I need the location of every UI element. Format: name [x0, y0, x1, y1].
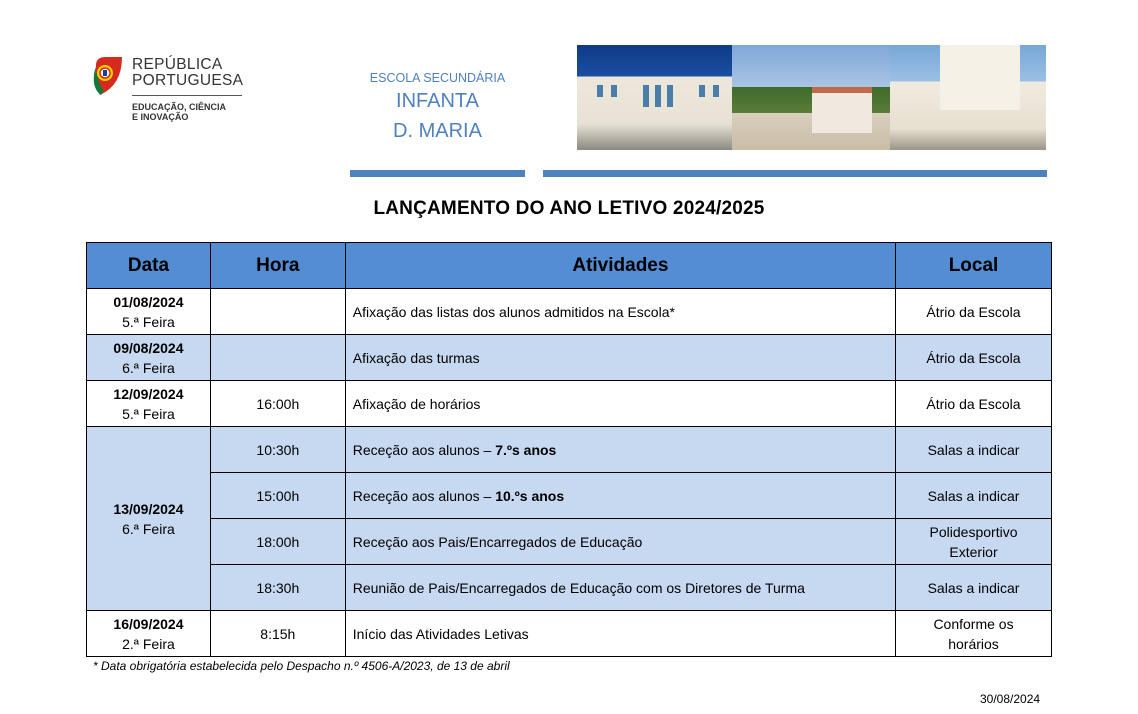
ministry-name	[132, 102, 226, 122]
local-cell: Átrio da Escola	[896, 335, 1052, 381]
table-row	[87, 335, 1052, 381]
schedule-table	[86, 242, 1052, 657]
column-header-atividades: Atividades	[345, 243, 895, 289]
republica-portuguesa-logo	[92, 55, 252, 135]
date-cell	[87, 381, 211, 427]
activity-cell: Receção aos Pais/Encarregados de Educação	[345, 519, 895, 565]
local-cell: Átrio da Escola	[896, 289, 1052, 335]
local-cell: Conforme os horários	[896, 611, 1052, 657]
header-accent-bar-right	[543, 170, 1047, 177]
local-cell: Polidesportivo Exterior	[896, 519, 1052, 565]
school-name	[350, 70, 525, 146]
date-value: 12/09/2024	[113, 385, 184, 402]
activity-cell: Afixação das turmas	[345, 335, 895, 381]
activity-cell	[345, 473, 895, 519]
table-row	[87, 519, 1052, 565]
school-type: ESCOLA SECUNDÁRIA	[369, 71, 506, 85]
weekday-value: 6.ª Feira	[122, 520, 175, 537]
table-row	[87, 427, 1052, 473]
date-value: 16/09/2024	[113, 615, 184, 632]
time-cell: 15:00h	[210, 473, 345, 519]
time-cell: 18:00h	[210, 519, 345, 565]
time-cell: 8:15h	[210, 611, 345, 657]
document-date: 30/08/2024	[980, 692, 1041, 706]
date-cell	[87, 289, 211, 335]
school-courtyard-photo	[732, 45, 890, 150]
date-cell	[87, 335, 211, 381]
column-header-local: Local	[896, 243, 1052, 289]
activity-text: Receção aos alunos –	[352, 487, 496, 504]
activity-bold-text: 7.ºs anos	[495, 441, 557, 458]
time-cell	[210, 335, 345, 381]
time-cell: 18:30h	[210, 565, 345, 611]
activity-cell: Afixação de horários	[345, 381, 895, 427]
logo-line-2: PORTUGUESA	[132, 72, 244, 89]
activity-cell: Afixação das listas dos alunos admitidos na Escola*	[345, 289, 895, 335]
local-cell: Salas a indicar	[896, 473, 1052, 519]
portugal-emblem-icon	[92, 55, 124, 97]
time-cell: 10:30h	[210, 427, 345, 473]
table-row	[87, 565, 1052, 611]
local-cell: Salas a indicar	[896, 427, 1052, 473]
school-name-line-2: D. MARIA	[393, 120, 482, 142]
column-header-data: Data	[87, 243, 211, 289]
weekday-value: 5.ª Feira	[122, 405, 175, 422]
school-main-building-photo	[577, 45, 732, 150]
time-cell: 16:00h	[210, 381, 345, 427]
logo-divider	[132, 95, 242, 96]
school-photo-banner	[577, 45, 1046, 150]
ministry-line-1: EDUCAÇÃO, CIÊNCIA	[132, 102, 227, 112]
activity-text: Receção aos alunos –	[352, 441, 496, 458]
weekday-value: 6.ª Feira	[122, 359, 175, 376]
table-row	[87, 473, 1052, 519]
footnote: * Data obrigatória estabelecida pelo Despacho n.º 4506-A/2023, de 13 de abril	[93, 659, 510, 673]
document-title: LANÇAMENTO DO ANO LETIVO 2024/2025	[373, 198, 765, 219]
weekday-value: 2.ª Feira	[122, 635, 175, 652]
date-cell	[87, 611, 211, 657]
ministry-line-2: E INOVAÇÃO	[132, 112, 189, 122]
table-row	[87, 289, 1052, 335]
activity-cell: Início das Atividades Letivas	[345, 611, 895, 657]
local-cell: Átrio da Escola	[896, 381, 1052, 427]
time-cell	[210, 289, 345, 335]
logo-title	[132, 57, 243, 89]
header-accent-bar-left	[350, 170, 525, 177]
column-header-hora: Hora	[210, 243, 345, 289]
date-value: 09/08/2024	[113, 339, 184, 356]
table-header-row	[87, 243, 1052, 289]
weekday-value: 5.ª Feira	[122, 313, 175, 330]
school-modern-wing-photo	[890, 45, 1046, 150]
date-cell	[87, 427, 211, 611]
table-row	[87, 381, 1052, 427]
school-name-line-1: INFANTA	[396, 90, 479, 112]
date-value: 01/08/2024	[113, 293, 184, 310]
local-cell: Salas a indicar	[896, 565, 1052, 611]
logo-line-1: REPÚBLICA	[132, 56, 223, 73]
activity-cell	[345, 427, 895, 473]
table-row	[87, 611, 1052, 657]
activity-bold-text: 10.ºs anos	[495, 487, 565, 504]
activity-cell: Reunião de Pais/Encarregados de Educação com os Diretores de Turma	[345, 565, 895, 611]
date-value: 13/09/2024	[113, 500, 184, 517]
